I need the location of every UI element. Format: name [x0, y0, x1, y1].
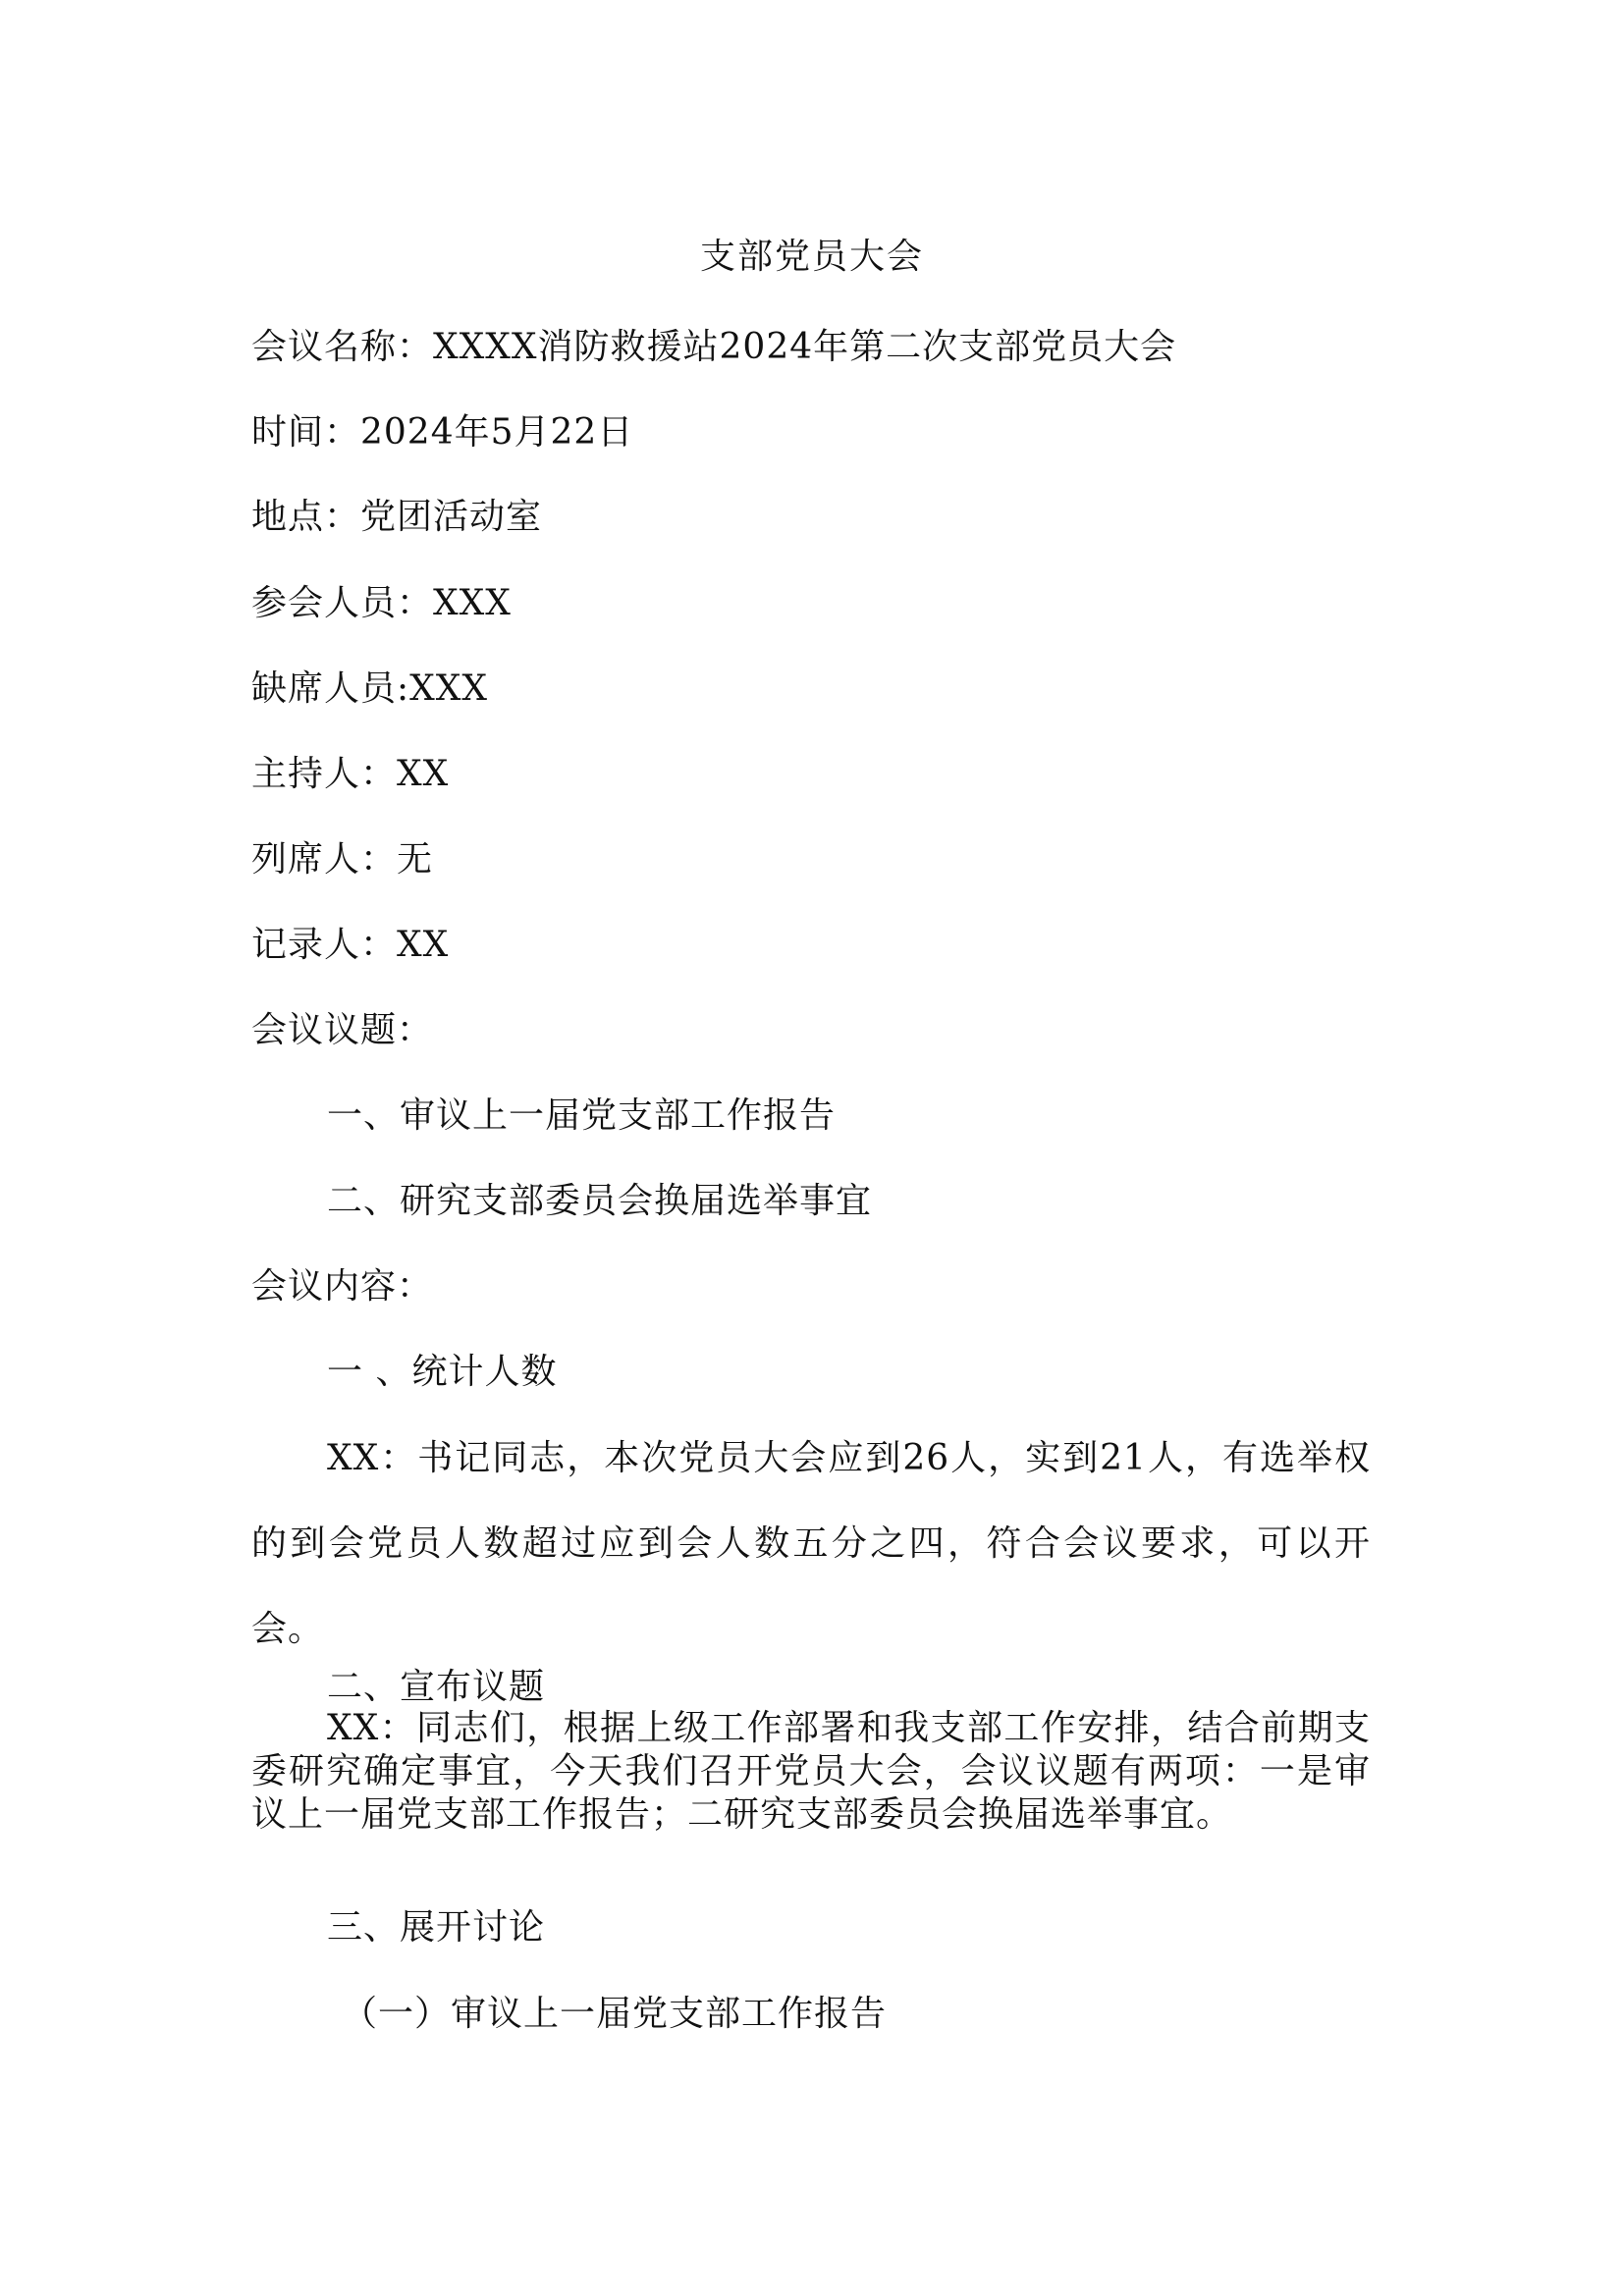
agenda-item: 二、研究支部委员会换届选举事宜 [327, 1181, 873, 1221]
section-count-paragraph [251, 1415, 1371, 1672]
section-heading-discussion: 三、展开讨论 [327, 1907, 546, 1948]
host-field: 主持人：XX [251, 754, 450, 794]
time-field: 时间：2024年5月22日 [251, 412, 634, 453]
absentees-field: 缺席人员:XXX [251, 668, 489, 709]
meeting-name-field: 会议名称：XXXX消防救援站2024年第二次支部党员大会 [251, 327, 1177, 367]
recorder-field: 记录人：XX [251, 925, 450, 965]
observers-field: 列席人：无 [251, 839, 434, 880]
section-heading-count: 一 、统计人数 [327, 1352, 558, 1392]
attendees-field: 参会人员：XXX [251, 583, 512, 623]
paragraph-text: XX：书记同志，本次党员大会应到26人，实到21人，有选举权的到会党员人数超过应到会人数五分之四，符合会议要求，可以开会。 [251, 1438, 1371, 1649]
document-title: 支部党员大会 [699, 237, 924, 277]
content-heading: 会议内容： [251, 1266, 434, 1307]
agenda-item: 一、审议上一届党支部工作报告 [327, 1095, 837, 1136]
agenda-heading: 会议议题： [251, 1010, 434, 1050]
section-agenda-paragraph [251, 1707, 1371, 1837]
location-field: 地点：党团活动室 [251, 497, 543, 537]
paragraph-text: XX：同志们，根据上级工作部署和我支部工作安排，结合前期支委研究确定事宜，今天我们召开党员大会，会议议题有两项：一是审议上一届党支部工作报告；二研究支部委员会换届选举事宜。 [251, 1708, 1371, 1835]
section-heading-agenda: 二、宣布议题 [327, 1667, 546, 1707]
subsection-heading-report: （一）审议上一届党支部工作报告 [342, 1994, 888, 2034]
